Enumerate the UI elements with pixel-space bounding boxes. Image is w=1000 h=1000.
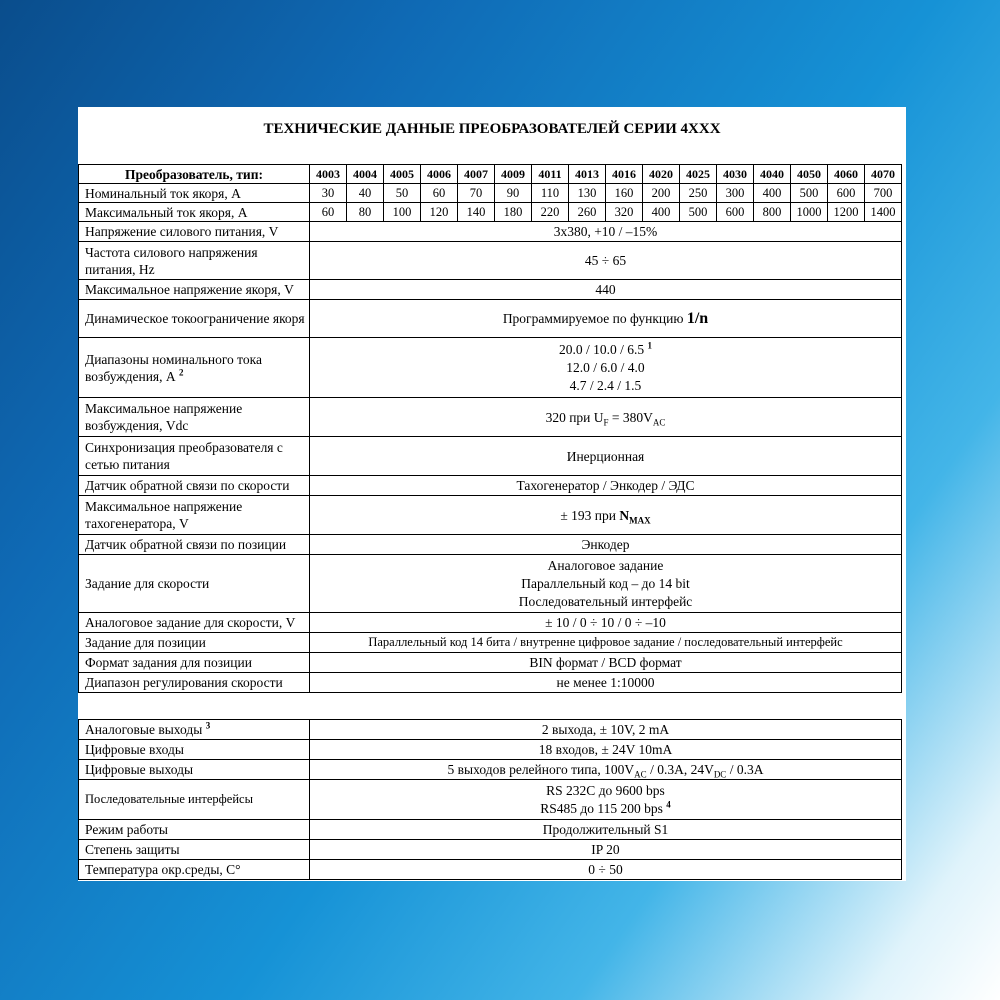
row-label: Формат задания для позиции (79, 653, 310, 673)
footnote-mark: 3 (205, 720, 211, 731)
table-row-sync (79, 437, 902, 476)
value-cell: 60 (310, 203, 347, 222)
value-cell: 1400 (865, 203, 902, 222)
model-cell: 4050 (791, 165, 828, 184)
header-label: Преобразователь, тип: (79, 165, 310, 184)
value-cell: 200 (643, 184, 680, 203)
value-cell: 700 (865, 184, 902, 203)
table-row-max-armature-voltage (79, 280, 902, 300)
row-label: Задание для скорости (79, 555, 310, 613)
row-value: ± 10 / 0 ÷ 10 / 0 ÷ –10 (310, 613, 902, 633)
value-text: 320 при U (545, 409, 604, 425)
value-cell: 140 (458, 203, 495, 222)
row-label: Режим работы (79, 820, 310, 840)
model-cell: 4025 (680, 165, 717, 184)
spec-sheet (78, 107, 906, 881)
value-cell: 250 (680, 184, 717, 203)
value-subscript: AC (652, 417, 666, 428)
table-row-digital-in (79, 740, 902, 760)
footnote-mark: 1 (647, 340, 652, 350)
table-row-position-feedback (79, 535, 902, 555)
model-cell: 4016 (606, 165, 643, 184)
table-row-max-field-voltage (79, 398, 902, 437)
value-text: 5 выходов релейного типа, 100V (447, 762, 635, 777)
row-label: Датчик обратной связи по позиции (79, 535, 310, 555)
value-line: RS 232C до 9600 bps (546, 782, 665, 798)
value-cell: 500 (791, 184, 828, 203)
footnote-mark: 2 (179, 367, 184, 377)
model-cell: 4009 (495, 165, 532, 184)
row-value (310, 338, 902, 398)
value-cell: 100 (384, 203, 421, 222)
table-row-temperature (79, 860, 902, 880)
value-cell: 130 (569, 184, 606, 203)
value-line: Параллельный код – до 14 bit (521, 575, 690, 591)
value-cell: 260 (569, 203, 606, 222)
value-cell: 60 (421, 184, 458, 203)
row-value: Энкодер (310, 535, 902, 555)
spec-table-main (78, 164, 902, 693)
model-cell: 4070 (865, 165, 902, 184)
value-cell: 30 (310, 184, 347, 203)
value-cell: 90 (495, 184, 532, 203)
value-cell: 400 (754, 184, 791, 203)
table-row-speed-ref (79, 555, 902, 613)
row-value: IP 20 (310, 840, 902, 860)
row-label: Максимальное напряжение якоря, V (79, 280, 310, 300)
value-cell: 600 (717, 203, 754, 222)
value-text: / 0.3A (726, 762, 764, 777)
model-cell: 4060 (828, 165, 865, 184)
value-cell: 300 (717, 184, 754, 203)
table-row-speed-range (79, 673, 902, 693)
table-row-nominal-current (79, 184, 902, 203)
value-cell: 80 (347, 203, 384, 222)
row-value: не менее 1:10000 (310, 673, 902, 693)
value-cell: 180 (495, 203, 532, 222)
row-value (310, 780, 902, 820)
value-text: / 0.3A, 24V (646, 762, 714, 777)
row-value (310, 760, 902, 780)
value-cell: 320 (606, 203, 643, 222)
spec-table-io (78, 719, 902, 880)
table-row-protection (79, 840, 902, 860)
table-row-digital-out (79, 760, 902, 780)
model-cell: 4005 (384, 165, 421, 184)
value-cell: 70 (458, 184, 495, 203)
table-row-max-current (79, 203, 902, 222)
table-row-analog-speed-ref (79, 613, 902, 633)
value-cell: 400 (643, 203, 680, 222)
row-value: Тахогенератор / Энкодер / ЭДС (310, 476, 902, 496)
row-value: Инерционная (310, 437, 902, 476)
model-cell: 4040 (754, 165, 791, 184)
value-text: 10mA (635, 742, 673, 757)
table-header-row (79, 165, 902, 184)
row-label: Динамическое токоограничение якоря (79, 300, 310, 338)
value-cell: 120 (421, 203, 458, 222)
row-label: Синхронизация преобразователя с сетью питания (79, 437, 310, 476)
value-cell: 1200 (828, 203, 865, 222)
row-label: Максимальный ток якоря, А (79, 203, 310, 222)
table-row-serial (79, 780, 902, 820)
row-label: Цифровые входы (79, 740, 310, 760)
model-cell: 4006 (421, 165, 458, 184)
row-value: 45 ÷ 65 (310, 242, 902, 280)
value-text: 18 входов, ± 24V (538, 742, 636, 757)
label-text: Аналоговые выходы (85, 722, 203, 737)
row-label (79, 720, 310, 740)
row-label: Цифровые выходы (79, 760, 310, 780)
footnote-mark: 4 (666, 799, 671, 809)
row-label: Частота силового напряжения питания, Hz (79, 242, 310, 280)
value-cell: 500 (680, 203, 717, 222)
row-value: 440 (310, 280, 902, 300)
value-subscript: AC (634, 769, 647, 780)
value-text: 20.0 / 10.0 / 6.5 (558, 341, 645, 357)
value-cell: 50 (384, 184, 421, 203)
model-cell: 4007 (458, 165, 495, 184)
row-label: Степень защиты (79, 840, 310, 860)
row-value: Параллельный код 14 бита / внутренне цифровое задание / последовательный интерфейс (310, 633, 902, 653)
value-text: Программируемое по функцию (502, 311, 684, 326)
table-row-tacho-voltage (79, 496, 902, 535)
document-title: ТЕХНИЧЕСКИЕ ДАННЫЕ ПРЕОБРАЗОВАТЕЛЕЙ СЕРИИ 4ХХХ (263, 121, 721, 137)
row-label: Напряжение силового питания, V (79, 222, 310, 242)
row-value: 2 выхода, ± 10V, 2 mA (310, 720, 902, 740)
value-text: ± 193 при (560, 507, 620, 523)
model-cell: 4020 (643, 165, 680, 184)
value-cell: 40 (347, 184, 384, 203)
row-label: Максимальное напряжение возбуждения, Vdc (79, 398, 310, 437)
value-cell: 160 (606, 184, 643, 203)
row-value (310, 398, 902, 437)
value-bold: 1/n (686, 310, 709, 327)
row-value: 3x380, +10 / –15% (310, 222, 902, 242)
value-cell: 220 (532, 203, 569, 222)
model-cell: 4011 (532, 165, 569, 184)
row-label: Максимальное напряжение тахогенератора, V (79, 496, 310, 535)
value-line: Аналоговое задание (547, 557, 664, 573)
value-subscript: DC (713, 769, 727, 780)
row-value (310, 555, 902, 613)
value-line: Последовательный интерфейс (518, 593, 693, 609)
value-line: 12.0 / 6.0 / 4.0 (566, 359, 645, 375)
value-cell: 1000 (791, 203, 828, 222)
table-row-speed-feedback (79, 476, 902, 496)
value-subscript: MAX (629, 515, 651, 526)
row-value: Продолжительный S1 (310, 820, 902, 840)
label-text: Диапазоны номинального тока возбуждения, А (85, 351, 262, 384)
value-text: = 380V (608, 409, 653, 425)
table-row-dynamic-limit (79, 300, 902, 338)
value-subscript: F (603, 417, 609, 428)
row-label (79, 338, 310, 398)
row-label: Температура окр.среды, С° (79, 860, 310, 880)
value-text: RS485 до 115 200 bps (540, 800, 663, 816)
value-cell: 110 (532, 184, 569, 203)
row-value: BIN формат / BCD формат (310, 653, 902, 673)
row-label: Аналоговое задание для скорости, V (79, 613, 310, 633)
row-label: Последовательные интерфейсы (79, 780, 310, 820)
model-cell: 4004 (347, 165, 384, 184)
row-value: 0 ÷ 50 (310, 860, 902, 880)
model-cell: 4030 (717, 165, 754, 184)
value-cell: 800 (754, 203, 791, 222)
row-label: Номинальный ток якоря, А (79, 184, 310, 203)
table-row-position-ref (79, 633, 902, 653)
row-label: Задание для позиции (79, 633, 310, 653)
model-cell: 4013 (569, 165, 606, 184)
row-value (310, 496, 902, 535)
table-row-supply-voltage (79, 222, 902, 242)
value-line (314, 800, 897, 818)
row-label: Датчик обратной связи по скорости (79, 476, 310, 496)
row-label: Диапазон регулирования скорости (79, 673, 310, 693)
model-cell: 4003 (310, 165, 347, 184)
table-row-mode (79, 820, 902, 840)
table-row-analog-out (79, 720, 902, 740)
row-value (310, 300, 902, 338)
value-cell: 600 (828, 184, 865, 203)
value-bold: N (619, 507, 630, 523)
value-line (314, 341, 897, 359)
table-row-supply-freq (79, 242, 902, 280)
table-row-field-current (79, 338, 902, 398)
row-value (310, 740, 902, 760)
value-line: 4.7 / 2.4 / 1.5 (569, 377, 642, 393)
table-row-position-format (79, 653, 902, 673)
